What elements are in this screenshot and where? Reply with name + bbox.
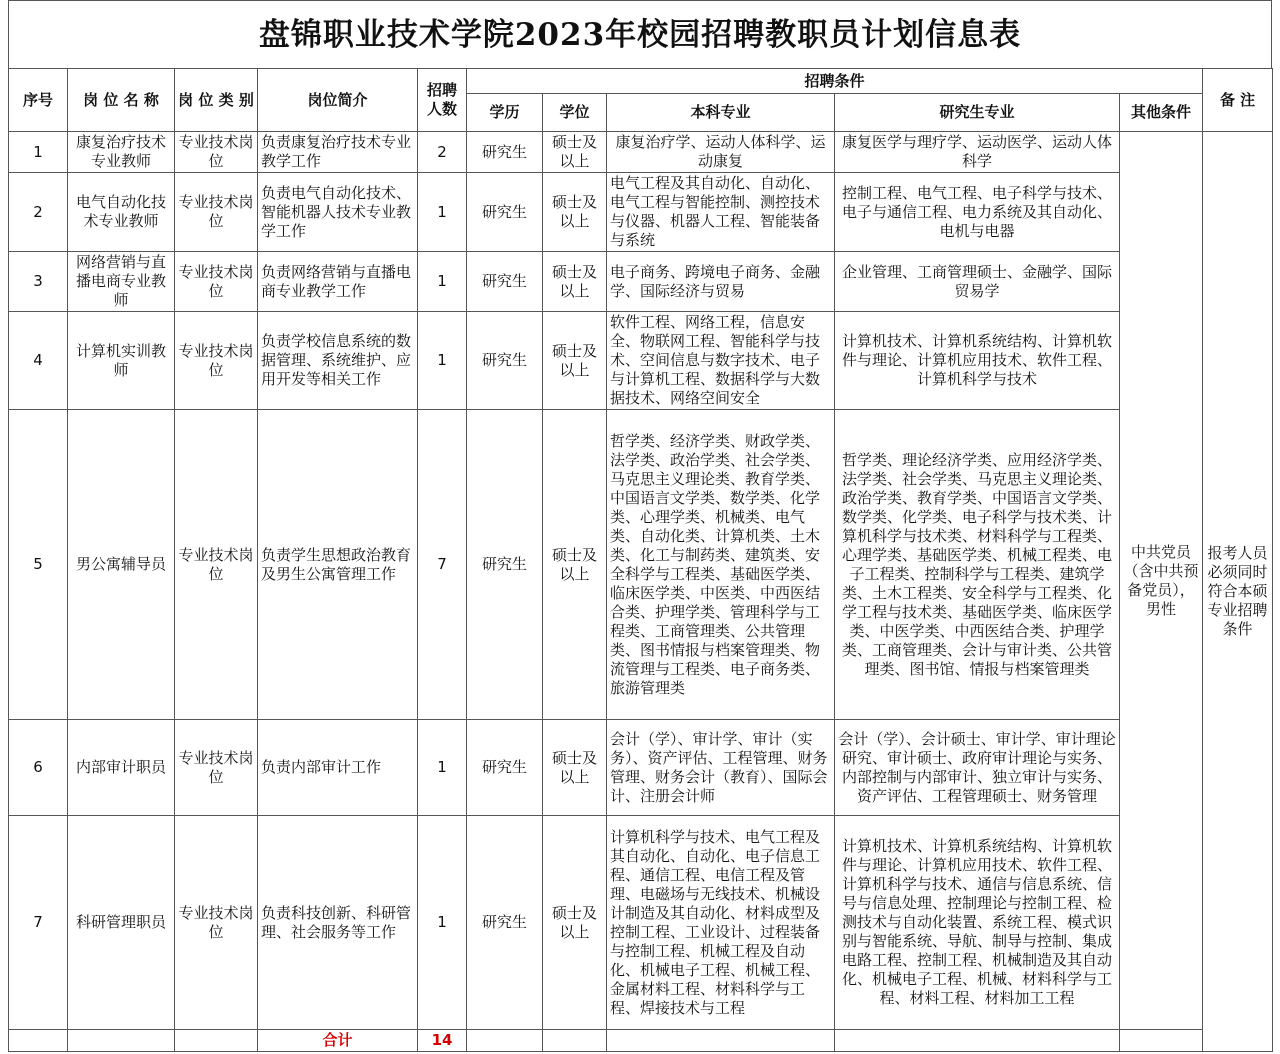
cell-post-intro: 负责康复治疗技术专业教学工作 bbox=[258, 132, 418, 173]
cell-seq: 3 bbox=[9, 252, 68, 312]
cell-post-name: 网络营销与直播电商专业教师 bbox=[68, 252, 175, 312]
total-label: 合计 bbox=[258, 1030, 418, 1052]
total-count: 14 bbox=[418, 1030, 467, 1052]
cell-degree: 硕士及以上 bbox=[543, 720, 607, 816]
cell-seq: 6 bbox=[9, 720, 68, 816]
header-post-type: 岗 位 类 别 bbox=[175, 69, 258, 132]
header-conditions: 招聘条件 bbox=[467, 69, 1203, 94]
cell-empty bbox=[68, 1030, 175, 1052]
cell-post-type: 专业技术岗位 bbox=[175, 720, 258, 816]
total-row bbox=[9, 1030, 1273, 1052]
cell-grad-major: 康复医学与理疗学、运动医学、运动人体科学 bbox=[835, 132, 1120, 173]
cell-post-name: 康复治疗技术专业教师 bbox=[68, 132, 175, 173]
table-row bbox=[9, 132, 1273, 173]
cell-post-intro: 负责网络营销与直播电商专业教学工作 bbox=[258, 252, 418, 312]
cell-education: 研究生 bbox=[467, 816, 543, 1030]
table-row bbox=[9, 410, 1273, 720]
header-grad-major: 研究生专业 bbox=[835, 94, 1120, 132]
cell-grad-major: 控制工程、电气工程、电子科学与技术、电子与通信工程、电力系统及其自动化、电机与电器 bbox=[835, 173, 1120, 252]
cell-education: 研究生 bbox=[467, 720, 543, 816]
header-count: 招聘人数 bbox=[418, 69, 467, 132]
cell-count: 1 bbox=[418, 816, 467, 1030]
cell-education: 研究生 bbox=[467, 312, 543, 410]
cell-post-name: 电气自动化技术专业教师 bbox=[68, 173, 175, 252]
cell-other-condition: 中共党员（含中共预备党员），男性 bbox=[1120, 132, 1203, 1030]
cell-undergrad-major: 电子商务、跨境电子商务、金融学、国际经济与贸易 bbox=[607, 252, 835, 312]
cell-education: 研究生 bbox=[467, 252, 543, 312]
header-undergrad-major: 本科专业 bbox=[607, 94, 835, 132]
cell-count: 1 bbox=[418, 720, 467, 816]
cell-grad-major: 会计（学）、会计硕士、审计学、审计理论研究、审计硕士、政府审计理论与实务、内部控制与内部审计、独立审计与实务、资产评估、工程管理硕士、财务管理 bbox=[835, 720, 1120, 816]
cell-post-intro: 负责学生思想政治教育及男生公寓管理工作 bbox=[258, 410, 418, 720]
cell-post-name: 内部审计职员 bbox=[68, 720, 175, 816]
header-post-intro: 岗位简介 bbox=[258, 69, 418, 132]
cell-undergrad-major: 软件工程、网络工程，信息安全、物联网工程、智能科学与技术、空间信息与数字技术、电子与计算机工程、数据科学与大数据技术、网络空间安全 bbox=[607, 312, 835, 410]
cell-degree: 硕士及以上 bbox=[543, 816, 607, 1030]
cell-post-type: 专业技术岗位 bbox=[175, 816, 258, 1030]
cell-grad-major: 计算机技术、计算机系统结构、计算机软件与理论、计算机应用技术、软件工程、计算机科学与技术 bbox=[835, 312, 1120, 410]
header-seq: 序号 bbox=[9, 69, 68, 132]
header-remark: 备 注 bbox=[1203, 69, 1273, 132]
cell-seq: 1 bbox=[9, 132, 68, 173]
cell-degree: 硕士及以上 bbox=[543, 132, 607, 173]
cell-grad-major: 哲学类、理论经济学类、应用经济学类、法学类、社会学类、马克思主义理论类、政治学类、教育学类、中国语言文学类、数学类、化学类、电子科学与技术类、计算机科学与技术类、材料科学与工程类、心理学类、基础医学类、机械工程类、电子工程类、控制科学与工程类、建筑学类、土木工程类、安全科学与工程类、化学工程与技术类、基础医学类、临床医学类、中医学类、中西医结合类、护理学类、工商管理类、会计与审计类、公共管理类、图书馆、情报与档案管理类 bbox=[835, 410, 1120, 720]
cell-seq: 2 bbox=[9, 173, 68, 252]
cell-degree: 硕士及以上 bbox=[543, 312, 607, 410]
cell-empty bbox=[607, 1030, 835, 1052]
table-row bbox=[9, 816, 1273, 1030]
cell-undergrad-major: 计算机科学与技术、电气工程及其自动化、自动化、电子信息工程、通信工程、电信工程及管理、电磁场与无线技术、机械设计制造及其自动化、材料成型及控制工程、工业设计、过程装备与控制工程、机械工程及自动化、机械电子工程、机械工程、金属材料工程、材料科学与工程、焊接技术与工程 bbox=[607, 816, 835, 1030]
cell-empty bbox=[175, 1030, 258, 1052]
cell-count: 1 bbox=[418, 173, 467, 252]
table-row bbox=[9, 173, 1273, 252]
cell-degree: 硕士及以上 bbox=[543, 252, 607, 312]
cell-seq: 4 bbox=[9, 312, 68, 410]
header-post-name: 岗 位 名 称 bbox=[68, 69, 175, 132]
cell-post-intro: 负责内部审计工作 bbox=[258, 720, 418, 816]
cell-empty bbox=[543, 1030, 607, 1052]
cell-undergrad-major: 会计（学）、审计学、审计（实务）、资产评估、工程管理、财务管理、财务会计（教育）、国际会计、注册会计师 bbox=[607, 720, 835, 816]
recruitment-table bbox=[8, 68, 1273, 1052]
cell-undergrad-major: 康复治疗学、运动人体科学、运动康复 bbox=[607, 132, 835, 173]
cell-post-type: 专业技术岗位 bbox=[175, 173, 258, 252]
cell-undergrad-major: 电气工程及其自动化、自动化、电气工程与智能控制、测控技术与仪器、机器人工程、智能装备与系统 bbox=[607, 173, 835, 252]
cell-education: 研究生 bbox=[467, 173, 543, 252]
cell-post-intro: 负责科技创新、科研管理、社会服务等工作 bbox=[258, 816, 418, 1030]
cell-grad-major: 计算机技术、计算机系统结构、计算机软件与理论、计算机应用技术、软件工程、计算机科学与技术、通信与信息系统、信号与信息处理、控制理论与控制工程、检测技术与自动化装置、系统工程、模式识别与智能系统、导航、制导与控制、集成电路工程、控制工程、机械制造及其自动化、机械电子工程、机械、材料科学与工程、材料工程、材料加工工程 bbox=[835, 816, 1120, 1030]
cell-count: 1 bbox=[418, 312, 467, 410]
cell-remark: 报考人员必须同时符合本硕专业招聘条件 bbox=[1203, 132, 1273, 1052]
table-row bbox=[9, 720, 1273, 816]
header-other: 其他条件 bbox=[1120, 94, 1203, 132]
cell-seq: 5 bbox=[9, 410, 68, 720]
cell-count: 7 bbox=[418, 410, 467, 720]
cell-post-intro: 负责电气自动化技术、智能机器人技术专业教学工作 bbox=[258, 173, 418, 252]
cell-undergrad-major: 哲学类、经济学类、财政学类、法学类、政治学类、社会学类、马克思主义理论类、教育学类、中国语言文学类、数学类、化学类、心理学类、机械类、电气类、自动化类、计算机类、土木类、化工与制药类、建筑类、安全科学与工程类、基础医学类、临床医学类、中医类、中西医结合类、护理学类、管理科学与工程类、工商管理类、公共管理类、图书情报与档案管理类、物流管理与工程类、电子商务类、旅游管理类 bbox=[607, 410, 835, 720]
cell-count: 1 bbox=[418, 252, 467, 312]
cell-empty bbox=[1120, 1030, 1203, 1052]
header-education: 学历 bbox=[467, 94, 543, 132]
cell-education: 研究生 bbox=[467, 132, 543, 173]
cell-empty bbox=[9, 1030, 68, 1052]
cell-post-type: 专业技术岗位 bbox=[175, 312, 258, 410]
cell-post-name: 科研管理职员 bbox=[68, 816, 175, 1030]
cell-education: 研究生 bbox=[467, 410, 543, 720]
cell-post-name: 男公寓辅导员 bbox=[68, 410, 175, 720]
cell-post-type: 专业技术岗位 bbox=[175, 132, 258, 173]
cell-count: 2 bbox=[418, 132, 467, 173]
cell-empty bbox=[467, 1030, 543, 1052]
cell-empty bbox=[835, 1030, 1120, 1052]
table-row bbox=[9, 252, 1273, 312]
cell-grad-major: 企业管理、工商管理硕士、金融学、国际贸易学 bbox=[835, 252, 1120, 312]
cell-seq: 7 bbox=[9, 816, 68, 1030]
cell-post-name: 计算机实训教师 bbox=[68, 312, 175, 410]
header-degree: 学位 bbox=[543, 94, 607, 132]
cell-degree: 硕士及以上 bbox=[543, 410, 607, 720]
header-row-1 bbox=[9, 69, 1273, 94]
cell-post-type: 专业技术岗位 bbox=[175, 410, 258, 720]
page-title: 盘锦职业技术学院2023年校园招聘教职员计划信息表 bbox=[8, 0, 1272, 68]
table-row bbox=[9, 312, 1273, 410]
cell-post-intro: 负责学校信息系统的数据管理、系统维护、应用开发等相关工作 bbox=[258, 312, 418, 410]
cell-degree: 硕士及以上 bbox=[543, 173, 607, 252]
cell-post-type: 专业技术岗位 bbox=[175, 252, 258, 312]
